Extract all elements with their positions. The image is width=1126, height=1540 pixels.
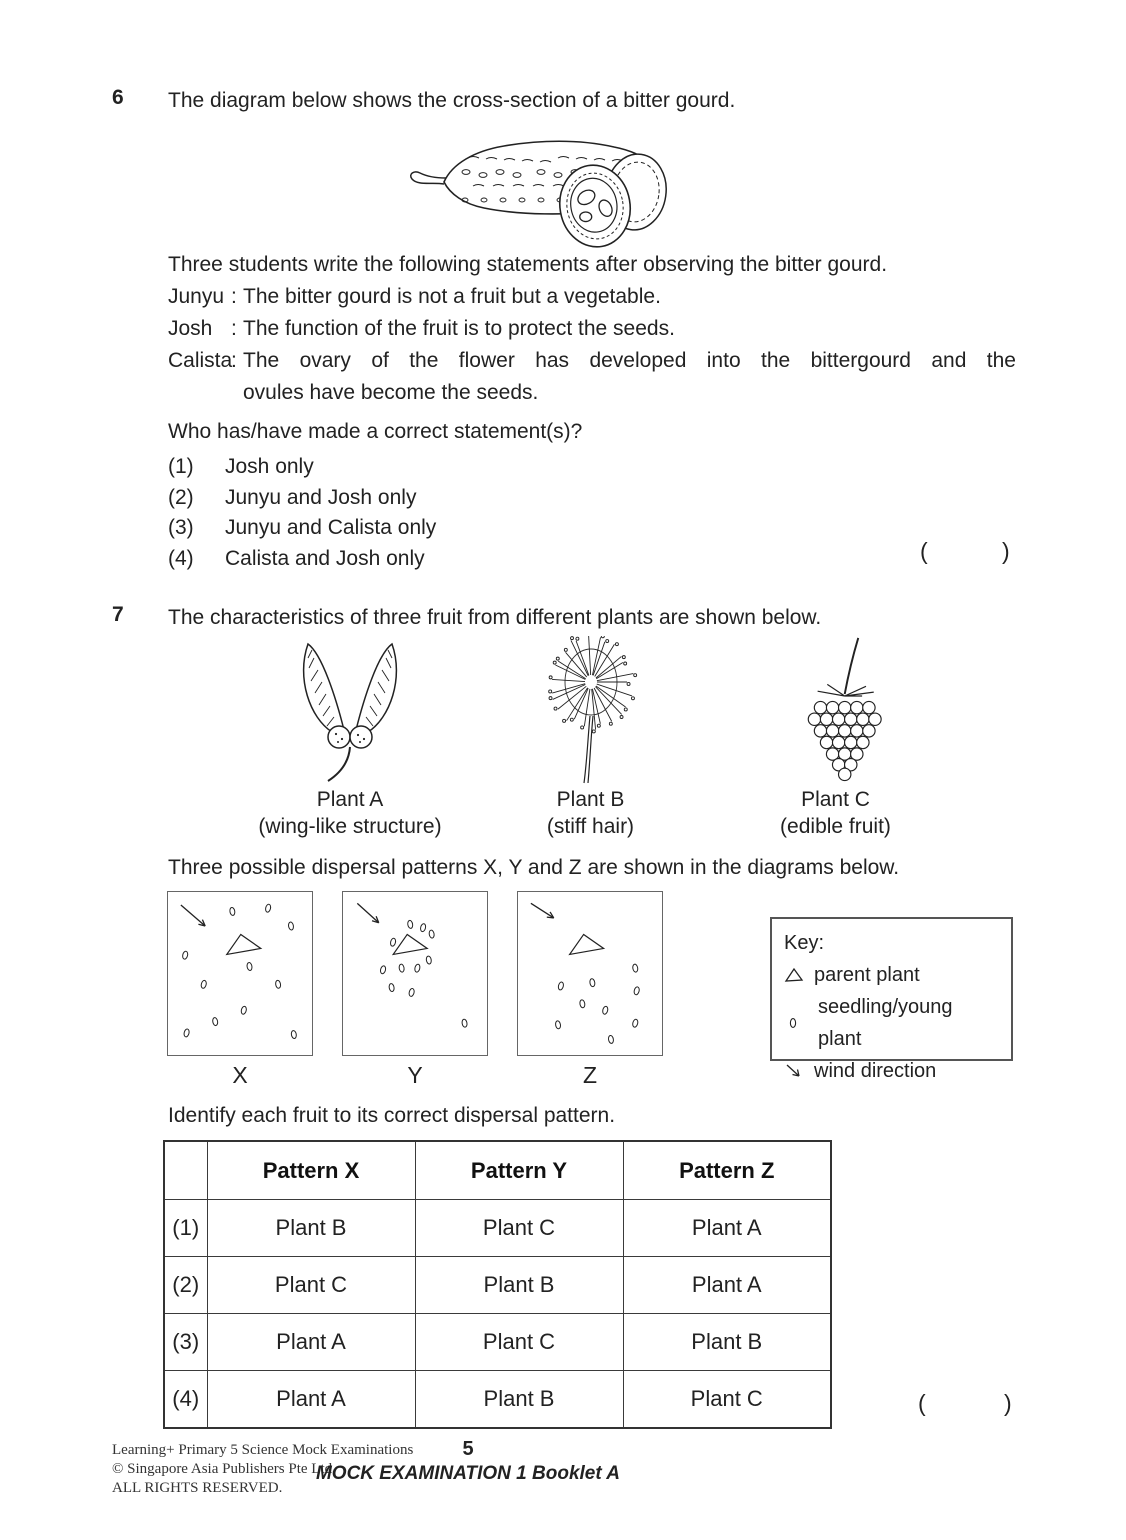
footer-copyright: Learning+ Primary 5 Science Mock Examinations © Singapore Asia Publishers Pte Ltd ALL RIGHTS RESERVED.	[112, 1442, 414, 1496]
pattern-y-diagram	[342, 891, 488, 1056]
identify-instruction: Identify each fruit to its correct dispersal pattern.	[168, 1104, 616, 1127]
wind-arrow-icon	[784, 1062, 814, 1080]
winged-seed-icon	[270, 636, 430, 786]
plant-a-figure	[250, 636, 450, 840]
key-title: Key:	[784, 932, 825, 954]
statement-text: The bitter gourd is not a fruit but a vegetable.	[243, 285, 661, 308]
pattern-z-label: Z	[582, 1062, 598, 1088]
statement-text: The ovary of the flower has developed into the bittergourd and the ovules have become the seeds.	[243, 349, 1016, 404]
option-3: (3) Junyu and Calista only	[168, 516, 437, 539]
header-pattern-x: Pattern X	[207, 1141, 415, 1200]
question-6	[112, 86, 1022, 115]
question-6-text: The diagram below shows the cross-section of a bitter gourd.	[168, 89, 736, 112]
q6-intro: Three students write the following statements after observing the bitter gourd.	[168, 253, 888, 276]
key-box	[770, 917, 1013, 1082]
table-row: (4) Plant A Plant B Plant C	[164, 1371, 831, 1429]
question-7-number: 7	[112, 603, 124, 626]
q7-answer-close-paren: )	[1004, 1390, 1012, 1416]
footer-center	[268, 1438, 668, 1486]
key-item-seedling: seedling/young plant	[784, 991, 999, 1055]
dispersal-answer-table	[163, 1140, 832, 1429]
stiff-hair-fruit-icon	[531, 636, 651, 786]
plant-c-figure	[743, 636, 928, 840]
pattern-x-diagram	[167, 891, 313, 1056]
student-name: Josh	[168, 317, 213, 340]
plant-b-feature: (stiff hair)	[546, 815, 635, 838]
seedling-icon	[784, 1016, 818, 1030]
plant-a-feature: (wing-like structure)	[258, 815, 442, 838]
statement-text: The function of the fruit is to protect the seeds.	[243, 317, 675, 340]
option-1: (1) Josh only	[168, 455, 314, 478]
question-7-text: The characteristics of three fruit from different plants are shown below.	[168, 606, 822, 629]
plant-c-feature: (edible fruit)	[780, 815, 891, 838]
page-number: 5	[462, 1438, 474, 1460]
q6-question: Who has/have made a correct statement(s)?	[168, 420, 583, 443]
student-name: Calista	[168, 349, 233, 372]
statement-calista: Calista : The ovary of the flower has developed into the bittergourd and the ovules have become the seeds.	[168, 345, 1016, 409]
pattern-x-label: X	[232, 1062, 248, 1088]
table-row: (3) Plant A Plant C Plant B	[164, 1314, 831, 1371]
triangle-icon	[784, 967, 814, 983]
edible-berry-fruit-icon	[771, 636, 901, 786]
table-header-row	[164, 1141, 831, 1200]
patterns-intro: Three possible dispersal patterns X, Y and Z are shown in the diagrams below.	[168, 856, 900, 879]
table-row: (1) Plant B Plant C Plant A	[164, 1200, 831, 1257]
plant-b-figure	[498, 636, 683, 840]
booklet-title: MOCK EXAMINATION 1 Booklet A	[315, 1463, 620, 1484]
option-4: (4) Calista and Josh only	[168, 546, 425, 570]
plant-b-label: Plant B	[556, 788, 625, 811]
question-7	[112, 603, 1022, 632]
q6-answer-open-paren: (	[920, 538, 928, 564]
plant-c-label: Plant C	[801, 788, 870, 811]
q6-options	[168, 452, 888, 574]
option-2: (2) Junyu and Josh only	[168, 485, 417, 509]
pattern-y-label: Y	[407, 1062, 423, 1088]
statement-junyu: Junyu : The bitter gourd is not a fruit but a vegetable.	[168, 281, 1016, 313]
q6-answer-close-paren: )	[1002, 538, 1010, 564]
pattern-z-diagram	[517, 891, 663, 1056]
question-6-number: 6	[112, 86, 124, 109]
q6-statements	[168, 281, 1016, 409]
q7-answer-open-paren: (	[918, 1390, 926, 1416]
header-pattern-z: Pattern Z	[623, 1141, 831, 1200]
plant-a-label: Plant A	[316, 788, 384, 811]
table-row: (2) Plant C Plant B Plant A	[164, 1257, 831, 1314]
student-name: Junyu	[168, 285, 225, 308]
statement-josh: Josh : The function of the fruit is to protect the seeds.	[168, 313, 1016, 345]
header-pattern-y: Pattern Y	[415, 1141, 623, 1200]
bitter-gourd-illustration	[398, 120, 722, 248]
key-item-parent-plant: parent plant	[784, 959, 999, 991]
key-item-wind-direction: wind direction	[784, 1055, 999, 1087]
